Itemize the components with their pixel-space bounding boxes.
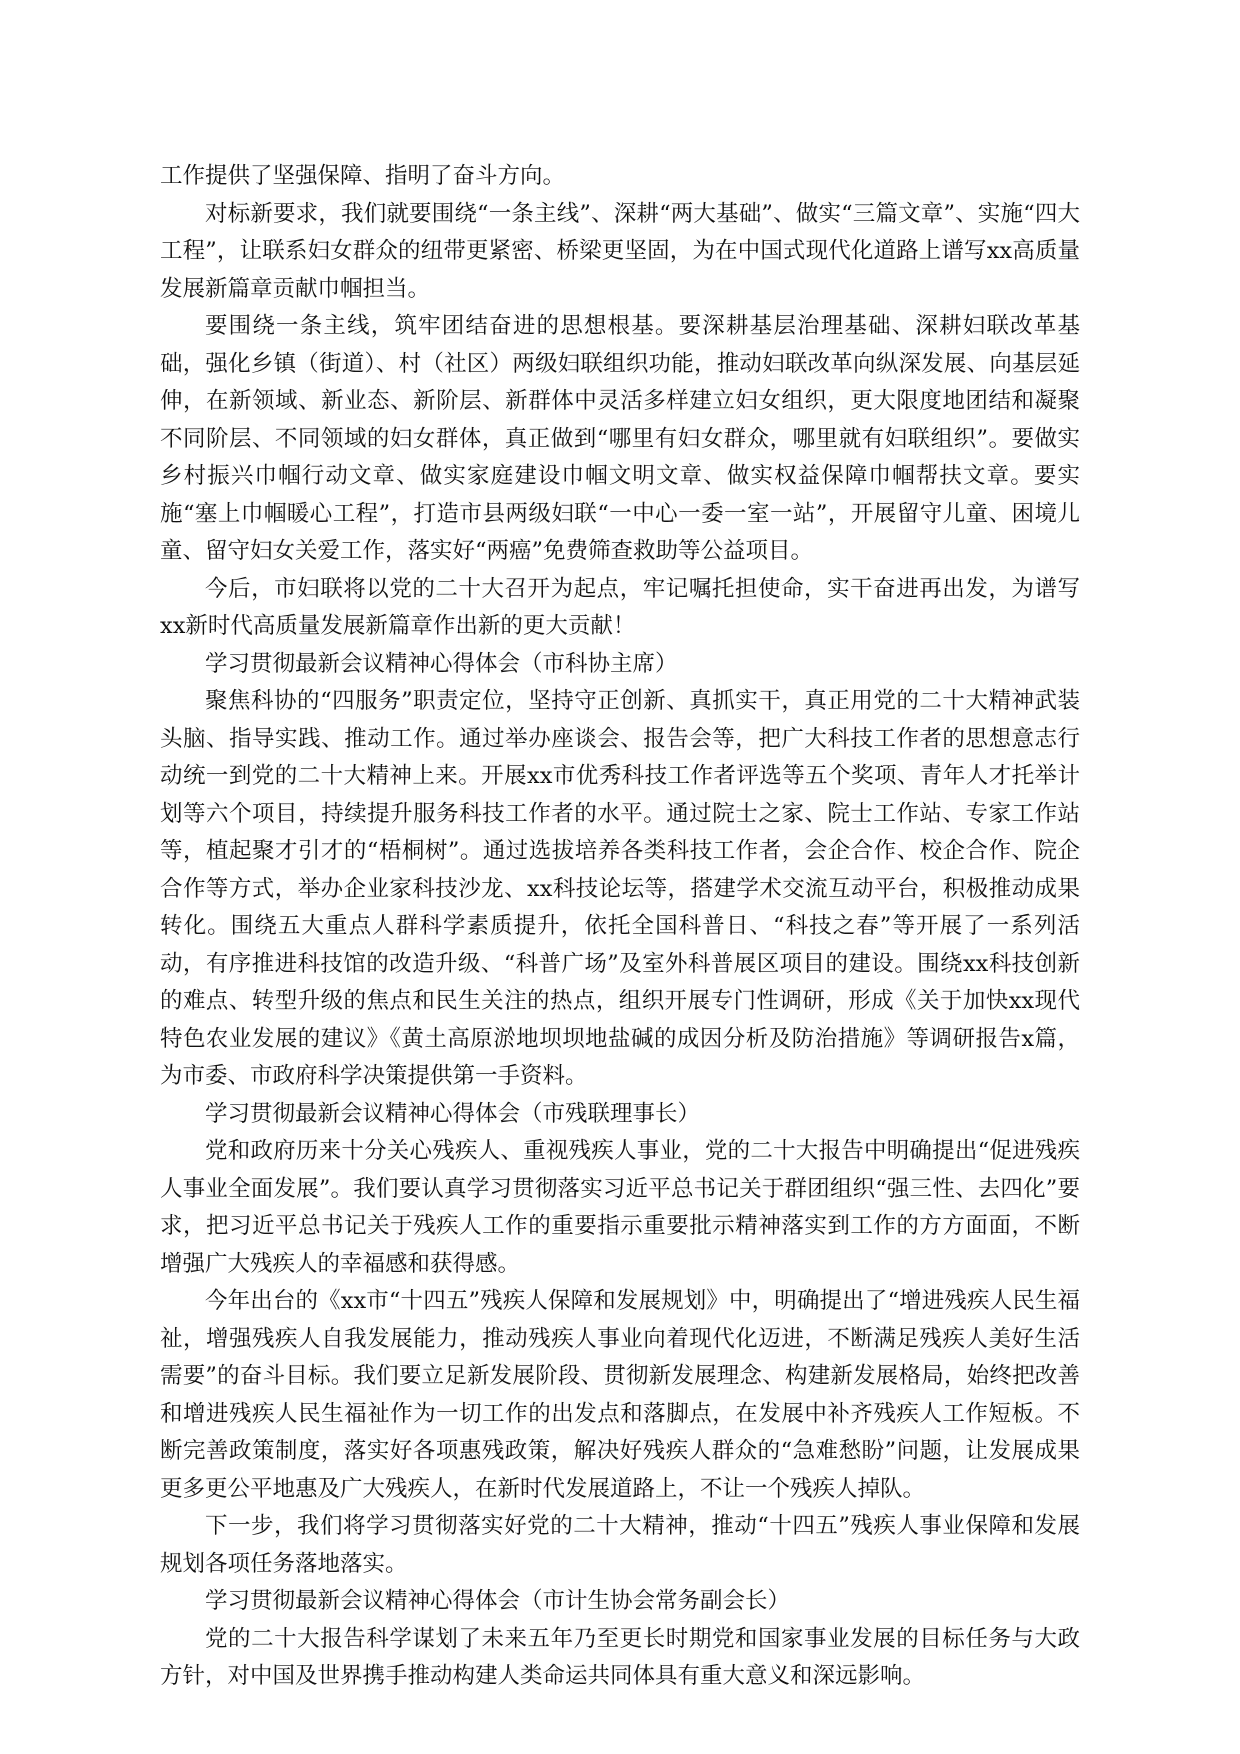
paragraph-continued: 工作提供了坚强保障、指明了奋斗方向。 [160,163,566,189]
section-heading: 学习贯彻最新会议精神心得体会（市计生协会常务副会长） [205,1588,791,1614]
paragraph: 党的二十大报告科学谋划了未来五年乃至更长时期党和国家事业发展的目标任务与大政方针，对中国及世界携手推动构建人类命运共同体具有重大意义和深远影响。 [160,1625,1080,1689]
paragraph: 下一步，我们将学习贯彻落实好党的二十大精神，推动“十四五”残疾人事业保障和发展规划各项任务落地落实。 [160,1513,1080,1577]
section-heading: 学习贯彻最新会议精神心得体会（市科协主席） [205,650,678,677]
section-heading: 学习贯彻最新会议精神心得体会（市残联理事长） [205,1100,701,1127]
document-page [160,158,1080,1696]
paragraph: 党和政府历来十分关心残疾人、重视残疾人事业，党的二十大报告中明确提出“促进残疾人事业全面发展”。我们要认真学习贯彻落实习近平总书记关于群团组织“强三性、去四化”要求，把习近平总书记关于残疾人工作的重要指示重要批示精神落实到工作的方方面面，不断增强广大残疾人的幸福感和获得感。 [160,1138,1080,1277]
paragraph: 今年出台的《xx市“十四五”残疾人保障和发展规划》中，明确提出了“增进残疾人民生福祉，增强残疾人自我发展能力，推动残疾人事业向着现代化迈进，不断满足残疾人美好生活需要”的奋斗目标。我们要立足新发展阶段、贯彻新发展理念、构建新发展格局，始终把改善和增进残疾人民生福祉作为一切工作的出发点和落脚点，在发展中补齐残疾人工作短板。不断完善政策制度，落实好各项惠残政策，解决好残疾人群众的“急难愁盼”问题，让发展成果更多更公平地惠及广大残疾人，在新时代发展道路上，不让一个残疾人掉队。 [160,1288,1080,1502]
paragraph: 要围绕一条主线，筑牢团结奋进的思想根基。要深耕基层治理基础、深耕妇联改革基础，强化乡镇（街道）、村（社区）两级妇联组织功能，推动妇联改革向纵深发展、向基层延伸，在新领域、新业态、新阶层、新群体中灵活多样建立妇女组织，更大限度地团结和凝聚不同阶层、不同领域的妇女群体，真正做到“哪里有妇女群众，哪里就有妇联组织”。要做实乡村振兴巾帼行动文章、做实家庭建设巾帼文明文章、做实权益保障巾帼帮扶文章。要实施“塞上巾帼暖心工程”，打造市县两级妇联“一中心一委一室一站”，开展留守儿童、困境儿童、留守妇女关爱工作，落实好“两癌”免费筛查救助等公益项目。 [160,313,1080,564]
paragraph: 今后，市妇联将以党的二十大召开为起点，牢记嘱托担使命，实干奋进再出发，为谱写xx新时代高质量发展新篇章作出新的更大贡献！ [160,575,1080,639]
paragraph: 对标新要求，我们就要围绕“一条主线”、深耕“两大基础”、做实“三篇文章”、实施“四大工程”，让联系妇女群众的纽带更紧密、桥梁更坚固，为在中国式现代化道路上谱写xx高质量发展新篇章贡献巾帼担当。 [160,200,1080,302]
paragraph: 聚焦科协的“四服务”职责定位，坚持守正创新、真抓实干，真正用党的二十大精神武装头脑、指导实践、推动工作。通过举办座谈会、报告会等，把广大科技工作者的思想意志行动统一到党的二十大精神上来。开展xx市优秀科技工作者评选等五个奖项、青年人才托举计划等六个项目，持续提升服务科技工作者的水平。通过院士之家、院士工作站、专家工作站等，植起聚才引才的“梧桐树”。通过选拔培养各类科技工作者，会企合作、校企合作、院企合作等方式，举办企业家科技沙龙、xx科技论坛等，搭建学术交流互动平台，积极推动成果转化。围绕五大重点人群科学素质提升，依托全国科普日、“科技之春”等开展了一系列活动，有序推进科技馆的改造升级、“科普广场”及室外科普展区项目的建设。围绕xx科技创新的难点、转型升级的焦点和民生关注的热点，组织开展专门性调研，形成《关于加快xx现代特色农业发展的建议》《黄土高原淤地坝坝地盐碱的成因分析及防治措施》等调研报告x篇，为市委、市政府科学决策提供第一手资料。 [160,688,1080,1089]
